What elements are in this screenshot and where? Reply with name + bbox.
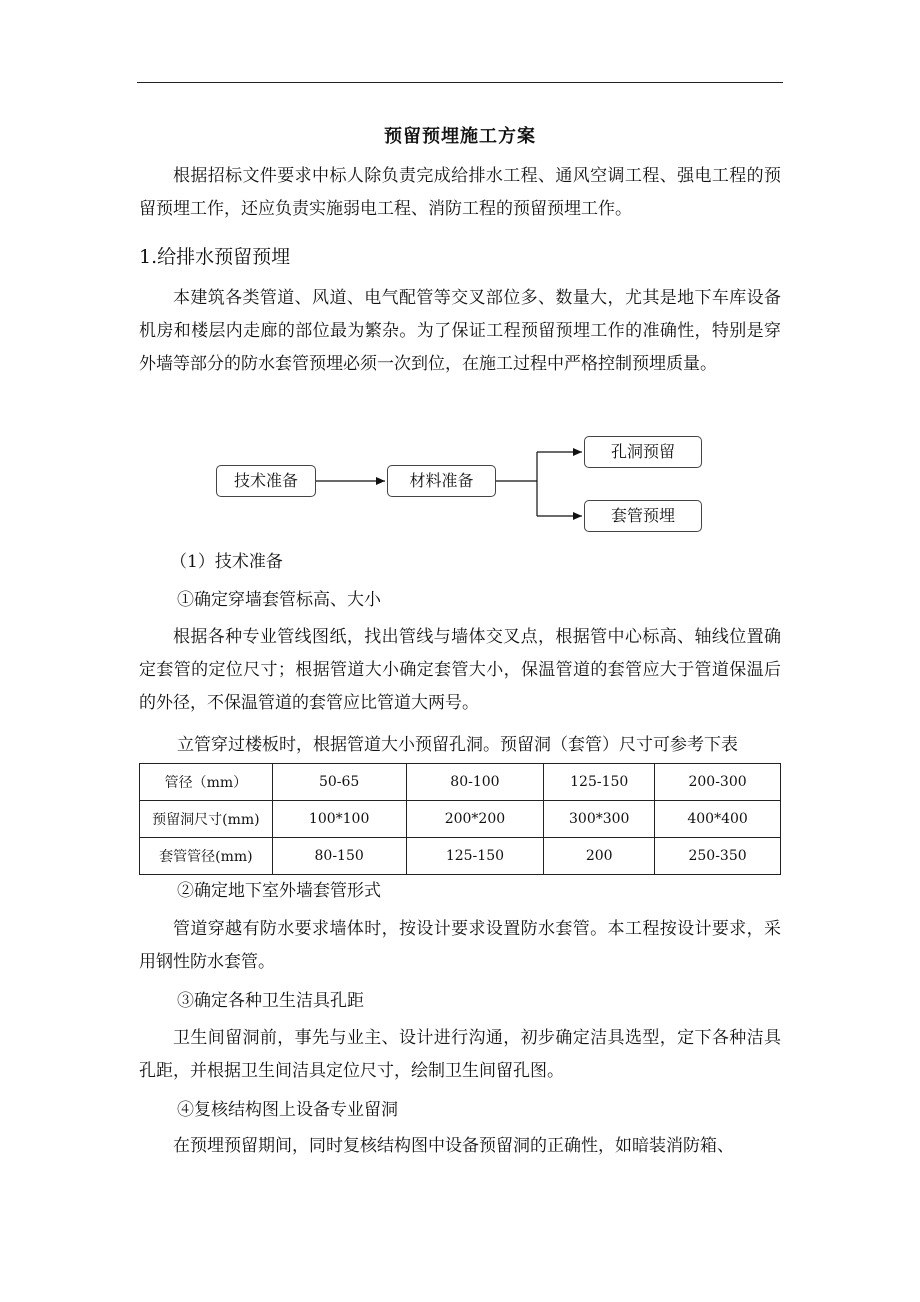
section-heading-water: 1.给排水预留预埋: [139, 246, 291, 268]
table-cell: 50-65: [272, 764, 406, 801]
header-rule: [137, 82, 783, 83]
table-cell: 100*100: [272, 801, 406, 838]
flow-box-material-prep: 材料准备: [387, 465, 496, 497]
table-cell: 预留洞尺寸(mm): [140, 801, 273, 838]
flow-box-sleeve-embed: 套管预埋: [584, 500, 702, 532]
table-row: [140, 801, 781, 838]
table-cell: 125-150: [544, 764, 655, 801]
item3-heading: ③确定各种卫生洁具孔距: [177, 991, 364, 1011]
table-cell: 200*200: [406, 801, 544, 838]
table-cell: 250-350: [655, 838, 781, 875]
table-cell: 80-100: [406, 764, 544, 801]
size-table: [139, 763, 781, 875]
table-cell: 400*400: [655, 801, 781, 838]
table-cell: 套管管径(mm): [140, 838, 273, 875]
table-intro: 立管穿过楼板时，根据管道大小预留孔洞。预留洞（套管）尺寸可参考下表: [177, 735, 738, 755]
item1-heading: ①确定穿墙套管标高、大小: [177, 590, 381, 610]
flow-box-tech-prep: 技术准备: [216, 465, 316, 497]
section1-paragraph: 本建筑各类管道、风道、电气配管等交叉部位多、数量大，尤其是地下车库设备机房和楼层内走廊的部位最为繁杂。为了保证工程预留预埋工作的准确性，特别是穿外墙等部分的防水套管预埋必须一次到位，在施工过程中严格控制预埋质量。: [139, 288, 781, 374]
item4-heading: ④复核结构图上设备专业留洞: [177, 1100, 398, 1120]
table-row: [140, 764, 781, 801]
table-cell: 125-150: [406, 838, 544, 875]
flow-box-hole-reserve: 孔洞预留: [584, 436, 702, 468]
subsection-heading-tech-prep: （1）技术准备: [170, 552, 283, 572]
table-row: [140, 838, 781, 875]
table-cell: 管径（mm）: [140, 764, 273, 801]
item2-heading: ②确定地下室外墙套管形式: [177, 881, 381, 901]
item2-paragraph: 管道穿越有防水要求墙体时，按设计要求设置防水套管。本工程按设计要求，采用钢性防水套管。: [139, 919, 781, 972]
table-cell: 300*300: [544, 801, 655, 838]
intro-paragraph: 根据招标文件要求中标人除负责完成给排水工程、通风空调工程、强电工程的预留预埋工作，还应负责实施弱电工程、消防工程的预留预埋工作。: [139, 166, 781, 219]
item4-paragraph: 在预埋预留期间，同时复核结构图中设备预留洞的正确性，如暗装消防箱、: [173, 1136, 734, 1156]
table-cell: 200-300: [655, 764, 781, 801]
table-cell: 200: [544, 838, 655, 875]
table-cell: 80-150: [272, 838, 406, 875]
document-title: 预留预埋施工方案: [384, 126, 536, 147]
item3-paragraph: 卫生间留洞前，事先与业主、设计进行沟通，初步确定洁具选型，定下各种洁具孔距，并根据卫生间洁具定位尺寸，绘制卫生间留孔图。: [139, 1028, 781, 1081]
item1-paragraph: 根据各种专业管线图纸，找出管线与墙体交叉点，根据管中心标高、轴线位置确定套管的定位尺寸；根据管道大小确定套管大小，保温管道的套管应大于管道保温后的外径，不保温管道的套管应比管道大两号。: [139, 627, 781, 713]
